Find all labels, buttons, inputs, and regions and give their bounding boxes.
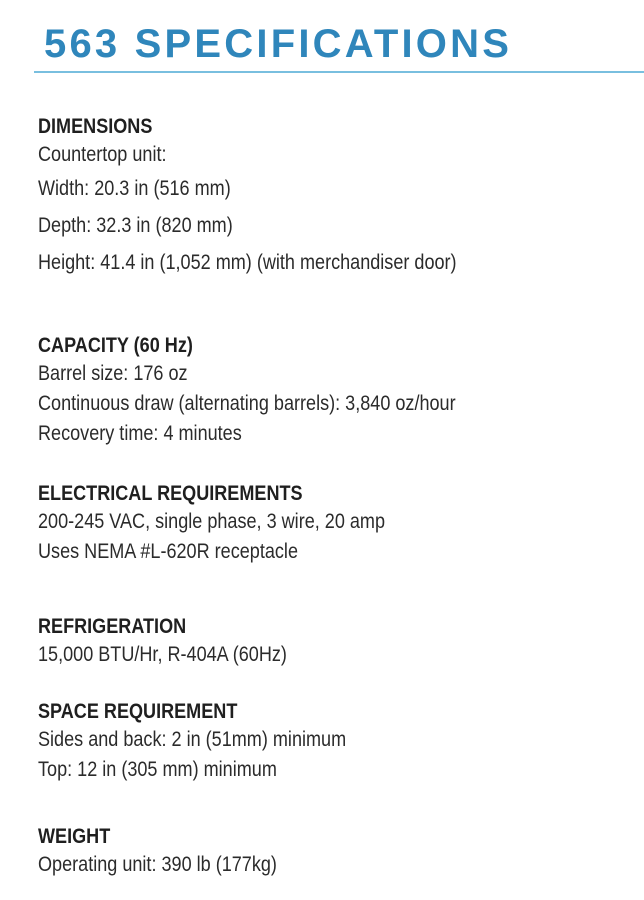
spec-line: 15,000 BTU/Hr, R-404A (60Hz)	[38, 643, 287, 666]
section-heading: DIMENSIONS	[38, 115, 153, 138]
spec-line: Recovery time: 4 minutes	[38, 422, 242, 445]
section-capacity	[38, 333, 638, 449]
spec-line: Depth: 32.3 in (820 mm)	[38, 214, 233, 237]
spec-line: Operating unit: 390 lb (177kg)	[38, 853, 277, 876]
section-refrigeration	[38, 614, 638, 670]
section-heading: CAPACITY (60 Hz)	[38, 334, 193, 357]
spec-line: Width: 20.3 in (516 mm)	[38, 177, 231, 200]
section-heading: SPACE REQUIREMENT	[38, 700, 238, 723]
spec-line: Top: 12 in (305 mm) minimum	[38, 758, 277, 781]
page-header	[0, 0, 644, 76]
section-space-requirement	[38, 699, 638, 785]
section-heading: WEIGHT	[38, 825, 111, 848]
spec-line: Height: 41.4 in (1,052 mm) (with merchandiser door)	[38, 251, 457, 274]
section-weight	[38, 824, 638, 880]
page-title: 563 SPECIFICATIONS	[44, 22, 513, 66]
spec-line: Sides and back: 2 in (51mm) minimum	[38, 728, 347, 751]
spec-line: Countertop unit:	[38, 143, 167, 166]
spec-line: Barrel size: 176 oz	[38, 362, 188, 385]
spec-line: 200-245 VAC, single phase, 3 wire, 20 amp	[38, 510, 386, 533]
title-underline	[34, 71, 644, 73]
spec-line: Continuous draw (alternating barrels): 3,840 oz/hour	[38, 392, 456, 415]
section-dimensions	[38, 114, 638, 281]
spec-line: Uses NEMA #L-620R receptacle	[38, 540, 298, 563]
section-heading: ELECTRICAL REQUIREMENTS	[38, 482, 303, 505]
section-electrical-requirements	[38, 481, 638, 567]
section-heading: REFRIGERATION	[38, 615, 187, 638]
